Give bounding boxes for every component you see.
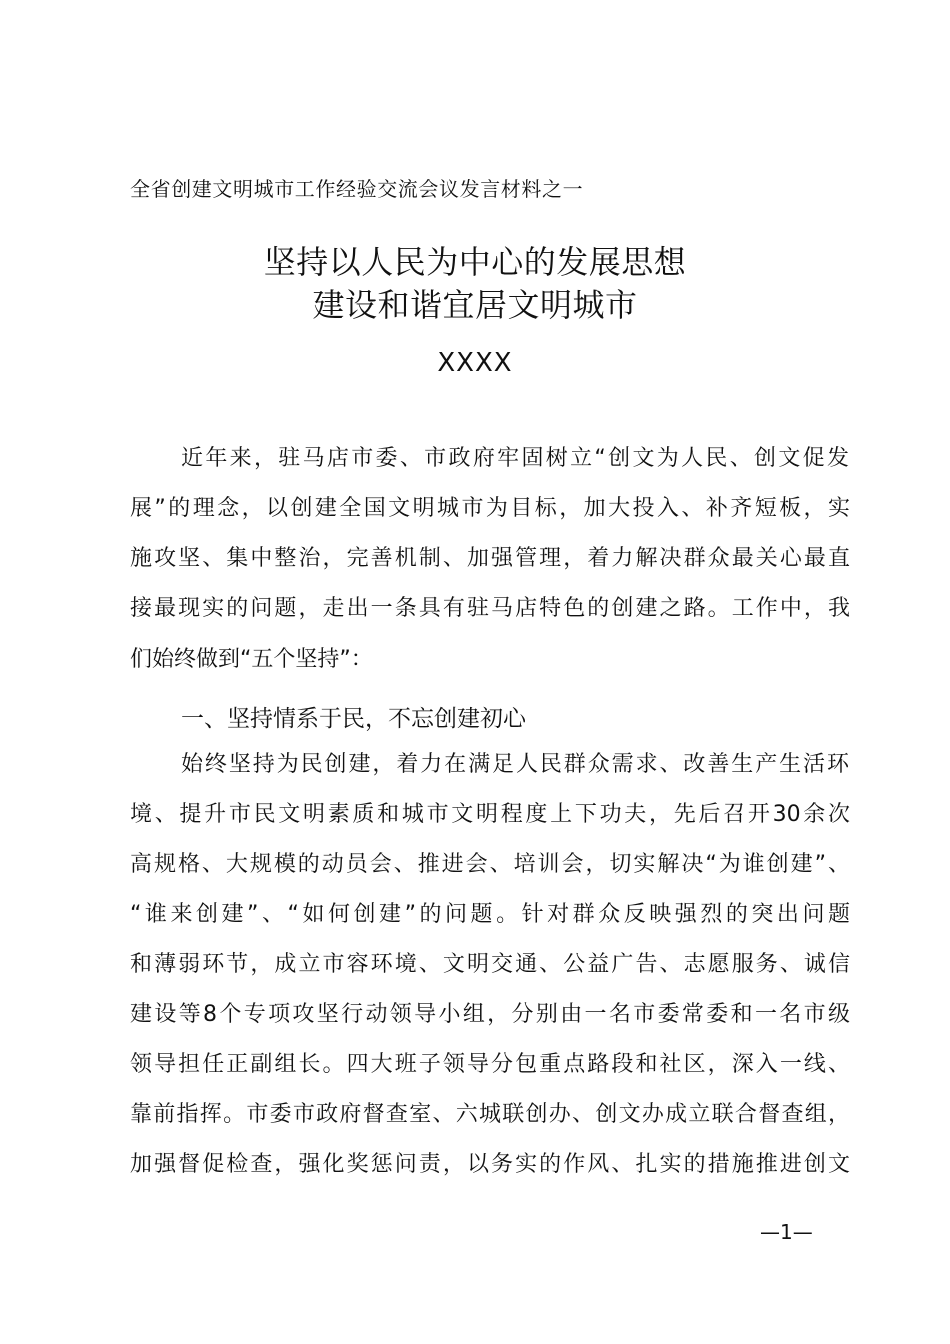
page-number: —1— — [760, 1220, 813, 1244]
intro-line: 近年来，驻马店市委、市政府牢固树立“创文为人民、创文促发 — [181, 446, 849, 471]
document-author: XXXX — [437, 348, 513, 378]
section-line: 加强督促检查，强化奖惩问责，以务实的作风、扎实的措施推进创文 — [130, 1152, 850, 1177]
section-line: 领导担任正副组长。四大班子领导分包重点路段和社区，深入一线、 — [130, 1052, 850, 1077]
section-line: 高规格、大规模的动员会、推进会、培训会，切实解决“为谁创建”、 — [130, 852, 850, 877]
section-line: 靠前指挥。市委市政府督查室、六城联创办、创文办成立联合督查组， — [130, 1102, 850, 1127]
section-heading: 一、坚持情系于民，不忘创建初心 — [181, 706, 526, 732]
section-line: 境、提升市民文明素质和城市文明程度上下功夫，先后召开30余次 — [130, 802, 850, 827]
document-title-line-2: 建设和谐宜居文明城市 — [312, 286, 638, 324]
intro-line: 展”的理念，以创建全国文明城市为目标，加大投入、补齐短板，实 — [130, 496, 850, 521]
document-title-line-1: 坚持以人民为中心的发展思想 — [263, 243, 687, 281]
document-subtitle: 全省创建文明城市工作经验交流会议发言材料之一 — [130, 177, 584, 201]
section-line: “谁来创建”、“如何创建”的问题。针对群众反映强烈的突出问题 — [130, 902, 850, 927]
section-line: 始终坚持为民创建，着力在满足人民群众需求、改善生产生活环 — [181, 752, 849, 777]
section-line: 建设等8个专项攻坚行动领导小组，分别由一名市委常委和一名市级 — [130, 1002, 850, 1027]
section-line: 和薄弱环节，成立市容环境、文明交通、公益广告、志愿服务、诚信 — [130, 952, 850, 977]
intro-line: 施攻坚、集中整治，完善机制、加强管理，着力解决群众最关心最直 — [130, 546, 850, 571]
intro-line: 接最现实的问题，走出一条具有驻马店特色的创建之路。工作中，我 — [130, 596, 850, 621]
intro-line: 们始终做到“五个坚持”： — [130, 647, 373, 672]
